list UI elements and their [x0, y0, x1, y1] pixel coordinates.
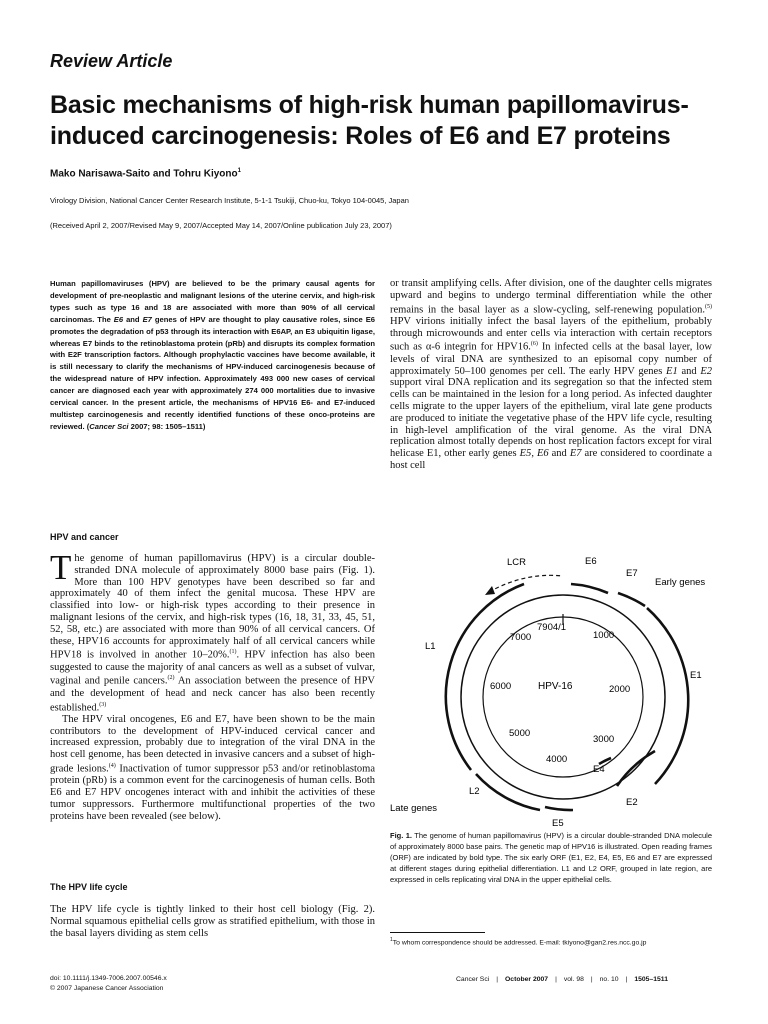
paragraph-text: The HPV viral oncogenes, E6 and E7, have been shown to be the main contributors to the development of HPV-induced cervical cancer and increased expression, probably due to integration of the viral DNA in the host cell genome, has been detected in invasive cancers and a subset of high-grade lesions.	[50, 713, 375, 775]
lcr-arrowhead-icon	[485, 586, 495, 595]
article-title: Basic mechanisms of high-risk human papillomavirus-induced carcinogenesis: Roles of E6 and E7 proteins	[50, 91, 689, 150]
section-paragraph	[50, 548, 375, 714]
reference-mark: (1)	[229, 649, 237, 656]
footnote-divider	[390, 932, 485, 933]
abstract-gene-e6: E6	[113, 314, 124, 324]
tick-7000-label: 7000	[510, 632, 532, 643]
orf-e1-arc	[647, 608, 688, 784]
abstract-text: Human papillomaviruses (HPV) are believed to be the primary causal agents for development of pre-neoplastic and malignant lesions of the uterine cervix, and high-risk types such as type 16 and 18 are associated with more than 90% of all cervical carcinomas. The	[50, 279, 375, 324]
gene-label-e7: E7	[626, 568, 638, 579]
reference-mark: (5)	[705, 303, 712, 310]
gene-label-e4: E4	[593, 764, 605, 775]
gene-label-e2: E2	[626, 797, 638, 808]
copyright: © 2007 Japanese Cancer Association	[50, 985, 164, 992]
abstract-text: genes of HPV are thought to play causative roles, since E6 promotes the degradation of p53 through its interaction with E6AP, an E3 ubiquitin ligase, whereas E7 binds to the retinoblastoma protein (pRb) and disrupts its complex formation with E2F transcription factors. Although prophylactic vaccines have become available, it is still necessary to clarify the mechanisms of HPV-induced carcinogenesis because of the widespread nature of HPV infection. Approximately 493 000 new cases of cervical cancer are diagnosed each year with approximately 274 000 mortalities due to invasive cervical cancer. In the present article, the mechanisms of HPV16 E6- and E7-induced multistep carcinogenesis and recently identified functions of these onco-proteins are reviewed. (	[50, 314, 375, 431]
section-paragraph	[50, 714, 375, 823]
issue-number: no. 10	[599, 976, 619, 983]
paragraph-text: are considered to coordinate a host cell	[390, 448, 712, 471]
late-genes-label: Late genes	[390, 803, 438, 814]
paragraph-text: HPV virions initially infect the basal layers of the epithelium, probably through microwounds and enter cells via interaction with certain receptors such as α-6 integrin for HPV16.	[390, 315, 712, 353]
author-footnote-mark: 1	[237, 168, 241, 174]
tick-3000-label: 3000	[593, 734, 615, 745]
paragraph-text: or transit amplifying cells. After division, one of the daughter cells migrates upward and begins to undergo terminal differentiation while the other remains in the basal layer as a slow-cycling, self-renewing population.	[390, 278, 712, 316]
orf-e7-arc	[618, 593, 645, 606]
paragraph-text: Inactivation of tumor suppressor p53 and/or retinoblastoma protein (pRb) is a common event for the carcinogenesis of human cells. Both E6 and E7 HPV oncogenes interact with and inhibit the activities of these tumor suppressors. Furthermore multifunctional properties of the two proteins have been revealed (see below).	[50, 763, 375, 822]
abstract-text: and	[123, 314, 143, 324]
gene-label-l2: L2	[469, 786, 480, 797]
right-column-paragraph	[390, 278, 712, 472]
volume: vol. 98	[563, 976, 584, 983]
abstract-gene-e7: E7	[142, 314, 152, 324]
section-hpv-and-cancer	[50, 532, 375, 823]
gene-e1: E1	[666, 365, 678, 377]
hpv16-genome-map-figure	[385, 548, 720, 828]
gene-e5: E5	[519, 448, 532, 460]
publication-history: (Received April 2, 2007/Revised May 9, 2007/Accepted May 14, 2007/Online publication July 23, 2007)	[50, 221, 392, 230]
journal-name: Cancer Sci	[456, 976, 490, 983]
gene-e6: E6	[536, 448, 549, 460]
paragraph-text: support viral DNA replication and its segregation so that the infected stem cells can be maintained in the lesion for a long period. As infected daughter cells migrate to the upper layers of the epithelium, viral late gene products are produced to initiate the vegetative phase of the HPV life cycle, resulting in high-level amplification of the viral genome. As the viral DNA replication almost totally depends on host replication factors except for viral helicase E1, other early genes	[390, 377, 712, 460]
doi: doi: 10.1111/j.1349-7006.2007.00546.x	[50, 975, 167, 982]
paragraph-text: and	[677, 365, 701, 377]
tick-2000-label: 2000	[609, 684, 631, 695]
footnote-mark: 1	[390, 937, 393, 943]
tick-5000-label: 5000	[509, 728, 531, 739]
gene-label-lcr: LCR	[507, 557, 527, 568]
page-range: 1505–1511	[634, 976, 668, 983]
section-heading: HPV and cancer	[50, 532, 119, 542]
early-genes-label: Early genes	[655, 577, 706, 588]
section-hpv-life-cycle	[50, 882, 375, 939]
reference-mark: (3)	[99, 701, 107, 708]
orf-e5-arc	[545, 807, 573, 810]
abstract-citation-journal: Cancer Sci	[89, 421, 129, 431]
author-line	[50, 168, 241, 179]
footer-left	[50, 974, 167, 994]
reference-mark: (4)	[108, 763, 116, 770]
lcr-arc	[489, 575, 563, 592]
author-names: Mako Narisawa-Saito and Tohru Kiyono	[50, 168, 238, 180]
gene-label-l1: L1	[425, 641, 436, 652]
orf-l2-arc	[476, 774, 540, 810]
figure-caption-text: The genome of human papillomavirus (HPV) is a circular double-stranded DNA molecule of approximately 8000 base pairs. The genetic map of HPV16 is illustrated. Open reading frames (ORF) are indicated by bold type. The six early ORF (E1, E2, E4, E5, E6 and E7 are expressed at different stages during epithelial differentiation. L1 and L2 ORF, grouped in late region, are expressed in cells replicating viral DNA in the upper epithelial cells.	[390, 831, 712, 884]
origin-label: 7904/1	[537, 622, 567, 633]
orf-e6-arc	[571, 584, 608, 593]
article-type-kicker: Review Article	[50, 51, 173, 71]
orf-l1-arc	[446, 584, 524, 770]
gene-label-e5: E5	[552, 818, 564, 828]
reference-mark: (2)	[167, 675, 175, 682]
paragraph-text: ,	[531, 448, 537, 460]
abstract-citation: 2007; 98: 1505–1511)	[128, 421, 206, 431]
paragraph-text: he genome of human papillomavirus (HPV) is a circular double-stranded DNA molecule of approximately 8000 base pairs (Fig. 1). More than 100 HPV genotypes have been described so far and approximately 40 of them infect the genital mucosa. These HPV are classified into low- or high-risk types according to their presence in malignant lesions of the cervix, and high-risk types (16, 18, 31, 33, 45, 51, 52, 58, etc.) are associated with more than 90% of all cervical cancers. Of these, HPV16 accounts for approximately half of all cervical cancers while HPV18 is involved in another 10–20%.	[50, 553, 375, 661]
paragraph-text: . HPV infection has also been suggested to cause the majority of anal cancers as well as a subset of vulvar, vaginal and penile cancers.	[50, 649, 375, 687]
paragraph-text: and	[548, 448, 570, 460]
genome-center-label: HPV-16	[538, 681, 573, 692]
issue-date: October 2007	[505, 976, 549, 983]
paragraph-text: In infected cells at the basal layer, low levels of viral DNA are synthesized to an episomal copy number of approximately 50–100 genomes per cell. The early HPV genes	[390, 341, 712, 377]
footer-journal-info: Cancer Sci | October 2007 | vol. 98 | no. 10 | 1505–1511	[456, 976, 668, 983]
gene-label-e6: E6	[585, 556, 597, 567]
footnote-text: To whom correspondence should be addressed. E-mail: tkiyono@gan2.res.ncc.go.jp	[392, 939, 647, 947]
abstract	[50, 278, 375, 433]
gene-label-e1: E1	[690, 670, 702, 681]
section-paragraph: The HPV life cycle is tightly linked to their host cell biology (Fig. 2). Normal squamous epithelial cells grow as stratified epithelium, with those in the basal layers dividing as stem cells	[50, 904, 375, 939]
correspondence-footnote	[390, 937, 720, 946]
gene-e2: E2	[700, 365, 713, 377]
inner-genome-circle	[483, 617, 643, 777]
gene-e7: E7	[569, 448, 582, 460]
section-heading: The HPV life cycle	[50, 882, 128, 892]
tick-1000-label: 1000	[593, 630, 615, 641]
figure-caption-label: Fig. 1.	[390, 831, 413, 840]
tick-4000-label: 4000	[546, 754, 568, 765]
tick-6000-label: 6000	[490, 681, 512, 692]
paragraph-text: An association between the presence of HPV and the development of head and neck cancer has also been recently established.	[50, 675, 375, 714]
reference-mark: (6)	[530, 341, 538, 348]
figure-caption	[390, 830, 712, 885]
drop-cap: T	[50, 548, 72, 587]
affiliation: Virology Division, National Cancer Center Research Institute, 5-1-1 Tsukiji, Chuo-ku, Tokyo 104-0045, Japan	[50, 196, 409, 205]
